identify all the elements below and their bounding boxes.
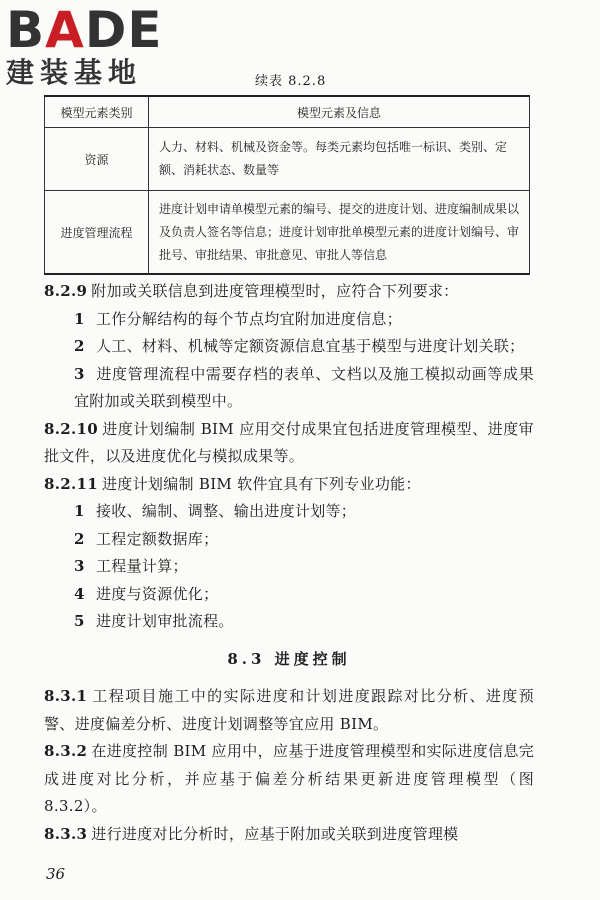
clause-text: 工程项目施工中的实际进度和计划进度跟踪对比分析、进度预警、进度偏差分析、进度计划调整等宜应用 BIM。 (44, 687, 534, 733)
table-cell-info: 进度计划申请单模型元素的编号、提交的进度计划、进度编制成果以及负责人签名等信息；进度计划审批单模型元素的进度计划编号、审批号、审批结果、审批意见、审批人等信息 (149, 191, 530, 275)
table-header-row (45, 96, 530, 128)
section-title: 8.3 进度控制 (227, 649, 351, 668)
list-item: 5 进度计划审批流程。 (74, 612, 234, 630)
clause-number: 8.2.9 (44, 282, 88, 300)
clause-8-2-9 (44, 278, 534, 306)
clause-text: 进度计划编制 BIM 软件宜具有下列专业功能： (102, 474, 421, 493)
clause-text: 在进度控制 BIM 应用中，应基于进度管理模型和实际进度信息完成进度对比分析，并应基于偏差分析结果更新进度管理模型（图 8.3.2）。 (44, 742, 534, 815)
table-header-info: 模型元素及信息 (149, 96, 530, 128)
clause-number: 8.3.3 (44, 824, 88, 843)
clause-text: 附加或关联信息到进度管理模型时，应符合下列要求： (91, 282, 459, 300)
table-cell-category: 进度管理流程 (45, 191, 149, 275)
list-item: 4 进度与资源优化； (74, 584, 219, 603)
list-item: 3 进度管理流程中需要存档的表单、文档以及施工模拟动画等成果宜附加或关联到模型中。 (74, 364, 534, 410)
list-item: 1 工作分解结构的每个节点均宜附加进度信息； (74, 309, 403, 328)
clause-number: 8.3.2 (44, 742, 88, 760)
clause-8-3-3 (44, 821, 534, 849)
clause-8-3-2 (44, 738, 534, 821)
table-row (45, 191, 530, 275)
clause-number: 8.2.10 (44, 419, 98, 438)
table-header-category: 模型元素类别 (45, 96, 149, 128)
clause-number: 8.3.1 (44, 687, 88, 705)
page-number: 36 (46, 865, 66, 883)
logo-mark: BADE (6, 1, 163, 59)
clause-8-3-1 (44, 683, 534, 738)
list-item: 1 接收、编制、调整、输出进度计划等； (74, 502, 357, 520)
clause-8-2-11 (44, 471, 534, 499)
bade-logo (6, 1, 176, 89)
table-cell-category: 资源 (45, 128, 149, 191)
logo-subtitle: 建装基地 (6, 56, 143, 89)
clause-text: 进行进度对比分析时，应基于附加或关联到进度管理模 (91, 824, 459, 843)
model-element-table (44, 95, 530, 275)
clause-8-2-10 (44, 416, 534, 471)
clause-number: 8.2.11 (44, 474, 98, 493)
list-item: 2 工程定额数据库； (74, 529, 219, 548)
table-caption: 续表 8.2.8 (255, 74, 327, 89)
list-item: 3 工程量计算； (74, 557, 188, 575)
list-item: 2 人工、材料、机械等定额资源信息宜基于模型与进度计划关联； (74, 337, 525, 355)
document-body (44, 278, 534, 848)
table-row (45, 128, 530, 191)
table-cell-info: 人力、材料、机械及资金等。每类元素均包括唯一标识、类别、定额、消耗状态、数量等 (149, 128, 530, 191)
clause-text: 进度计划编制 BIM 应用交付成果宜包括进度管理模型、进度审批文件，以及进度优化与模拟成果等。 (44, 419, 534, 465)
